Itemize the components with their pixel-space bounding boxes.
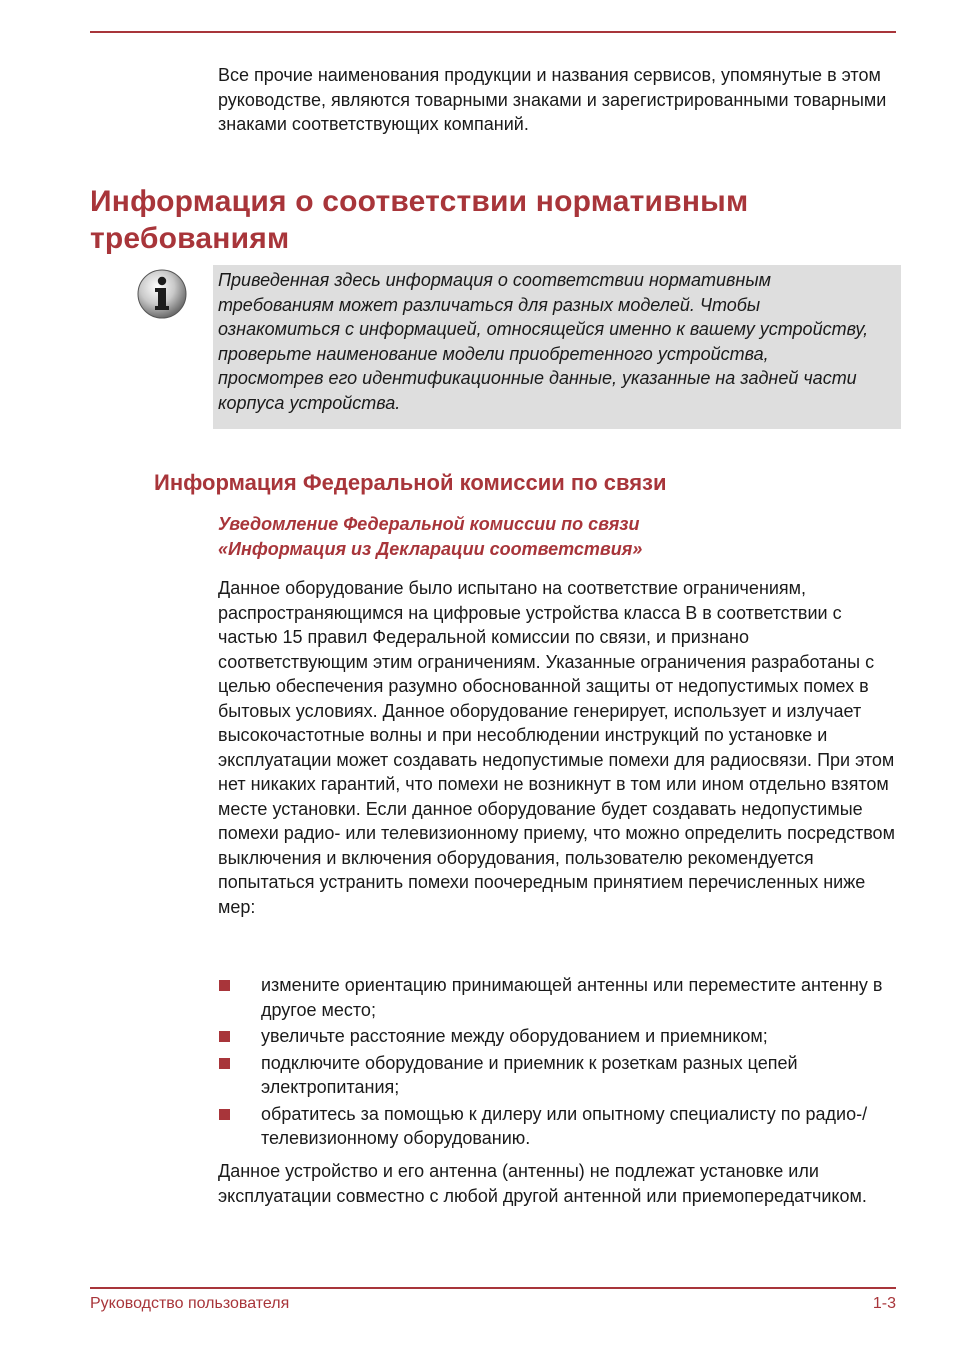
subsubsection-title-line2: «Информация из Декларации соответствия»: [218, 538, 643, 559]
list-item: [218, 1102, 898, 1151]
bullet-square-icon: [219, 980, 230, 991]
bullet-square-icon: [219, 1109, 230, 1120]
footer-rule: [90, 1287, 896, 1289]
list-item-text: подключите оборудование и приемник к розеткам разных цепей электропитания;: [261, 1052, 798, 1097]
body-paragraph: Данное оборудование было испытано на соответствие ограничениям, распространяющимся на цифровые устройства класса B в соответствии с частью 15 правил Федеральной комиссии по связи, и признано соответствующим этим ограничениям. Указанные ограничения разработаны с целью обеспечения разумно обоснованной защиты от недопустимых помех в бытовых условиях. Данное оборудование генерирует, использует и излучает высокочастотные волны и при несоблюдении инструкций по установке и эксплуатации может создавать недопустимые помехи для радиосвязи. При этом нет никаких гарантий, что помехи не возникнут в том или ином отдельно взятом месте установки. Если данное оборудование будет создавать недопустимые помехи радио- или телевизионному приему, что можно определить посредством выключения и включения оборудования, пользователю рекомендуется попытаться устранить помехи поочередным принятием перечисленных ниже мер:: [218, 578, 895, 917]
subsection-title: Информация Федеральной комиссии по связи: [154, 470, 667, 495]
footer-title: Руководство пользователя: [90, 1295, 290, 1312]
subsubsection-title-line1: Уведомление Федеральной комиссии по связи: [218, 514, 640, 534]
info-icon: [136, 268, 188, 320]
list-item-text: обратитесь за помощью к дилеру или опытному специалисту по радио-/телевизионному оборудованию.: [261, 1103, 868, 1148]
closing-paragraph: Данное устройство и его антенна (антенны) не подлежат установке или эксплуатации совместно с любой другой антенной или приемопередатчиком.: [218, 1161, 867, 1206]
list-item: [218, 973, 898, 1022]
page-number: 1-3: [872, 1295, 896, 1312]
list-item-text: увеличьте расстояние между оборудованием и приемником;: [261, 1026, 768, 1046]
intro-paragraph: Все прочие наименования продукции и названия сервисов, упомянутые в этом руководстве, являются товарными знаками и зарегистрированными товарными знаками соответствующих компаний.: [218, 65, 887, 134]
list-item: [218, 1051, 898, 1100]
bullet-square-icon: [219, 1031, 230, 1042]
note-text: Приведенная здесь информация о соответствии нормативным требованиям может различаться для разных моделей. Чтобы ознакомиться с информацией, относящейся именно к вашему устройству, проверьте наименование модели приобретенного устройства, просмотрев его идентификационные данные, указанные на задней части корпуса устройства.: [218, 270, 869, 413]
section-title: Информация о соответствии нормативным требованиям: [90, 185, 749, 255]
list-item-text: измените ориентацию принимающей антенны или переместите антенну в другое место;: [261, 975, 883, 1020]
bullet-square-icon: [219, 1058, 230, 1069]
subsubsection-title: [218, 512, 898, 561]
header-rule: [90, 31, 896, 33]
bullet-list: [218, 973, 898, 1153]
list-item: [218, 1024, 898, 1049]
